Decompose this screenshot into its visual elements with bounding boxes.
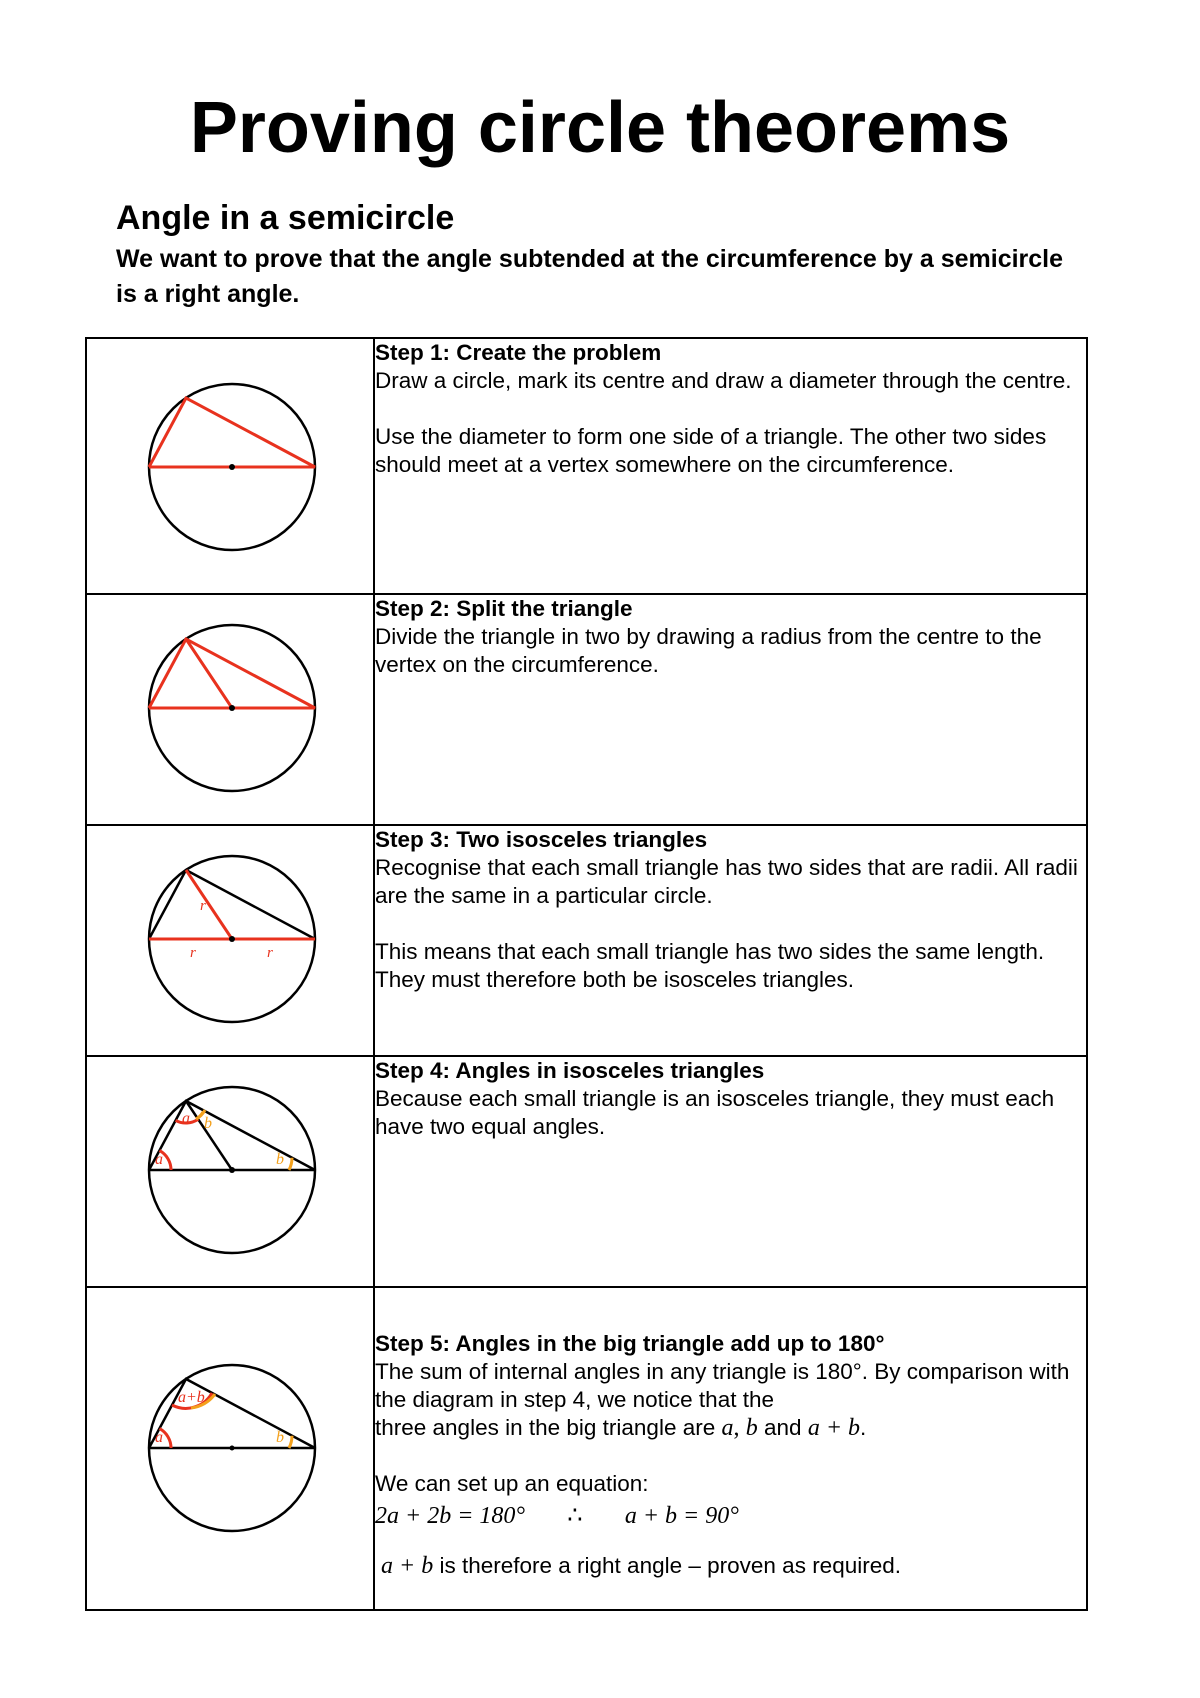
centre-dot	[229, 464, 235, 470]
triangle-side-left	[149, 870, 186, 939]
step-5-line-2	[375, 1414, 1086, 1442]
step-5-text-cell	[374, 1287, 1087, 1610]
var-b: b	[745, 1415, 758, 1441]
step-3-paragraph-2: This means that each small triangle has two sides the same length. They must therefore both be isosceles triangles.	[375, 939, 1045, 992]
angle-label-a-top: a	[182, 1110, 190, 1127]
conclusion-expr: a + b	[381, 1553, 434, 1579]
radius-label-left: r	[190, 945, 196, 961]
equation-right: a + b = 90°	[624, 1503, 739, 1529]
angle-label-a-bottom: a	[155, 1151, 163, 1168]
steps-table	[85, 337, 1088, 1611]
step-4-diagram	[87, 1057, 373, 1288]
step-4-title: Step 4: Angles in isosceles triangles	[375, 1058, 765, 1083]
step-row-2	[86, 594, 1087, 825]
step-3-paragraph-1: Recognise that each small triangle has two sides that are radii. All radii are the same in a particular circle.	[375, 855, 1078, 908]
step-5-line-1: The sum of internal angles in any triangle is 180°. By comparison with the diagram in step 4, we notice that the	[375, 1359, 1070, 1412]
page-title: Proving circle theorems	[189, 88, 1011, 168]
comma: ,	[733, 1415, 740, 1441]
radius-line	[186, 1101, 232, 1170]
step-3-diagram	[87, 826, 373, 1057]
step-4-paragraph-1: Because each small triangle is an isosceles triangle, they must each have two equal angles.	[375, 1086, 1055, 1139]
angle-label-b-top: b	[204, 1115, 212, 1132]
step-4-diagram-cell	[86, 1056, 374, 1287]
equation-left: 2a + 2b = 180°	[375, 1503, 525, 1529]
angle-arc-b	[289, 1436, 292, 1448]
therefore-symbol: ∴	[567, 1503, 583, 1529]
angle-label-apb: a+b	[178, 1389, 205, 1406]
step-4-text-cell	[374, 1056, 1087, 1287]
angle-label-b-right: b	[276, 1151, 284, 1168]
centre-dot	[229, 705, 235, 711]
centre-dot	[229, 1167, 235, 1173]
angle-arc-b-right	[289, 1158, 292, 1170]
angle-label-a: a	[155, 1429, 163, 1446]
step-5-diagram-cell	[86, 1287, 374, 1610]
step-1-diagram	[87, 339, 373, 595]
step-1-diagram-cell	[86, 338, 374, 594]
step-3-title: Step 3: Two isosceles triangles	[375, 827, 708, 852]
step-2-text-cell	[374, 594, 1087, 825]
radius-label-slant: r	[200, 898, 206, 914]
section-heading: Angle in a semicircle	[116, 199, 455, 237]
period: .	[860, 1415, 867, 1440]
conclusion-line	[375, 1552, 1086, 1580]
step-row-1	[86, 338, 1087, 594]
step-1-title: Step 1: Create the problem	[375, 340, 662, 365]
radius-line	[186, 639, 232, 708]
step-2-title: Step 2: Split the triangle	[375, 596, 633, 621]
step-1-paragraph-1: Draw a circle, mark its centre and draw a diameter through the centre.	[375, 368, 1072, 393]
var-a: a	[721, 1415, 734, 1441]
step-row-5	[86, 1287, 1087, 1610]
step-3-diagram-cell	[86, 825, 374, 1056]
and-word: and	[764, 1415, 802, 1440]
step-1-text-cell	[374, 338, 1087, 594]
step-row-4	[86, 1056, 1087, 1287]
centre-dot	[230, 1446, 235, 1451]
intro-text: We want to prove that the angle subtended at the circumference by a semicircle is a right angle.	[116, 245, 1064, 308]
step-5-eq-intro: We can set up an equation:	[375, 1471, 649, 1496]
step-2-diagram-cell	[86, 594, 374, 825]
sum-expr: a + b	[807, 1415, 861, 1441]
angle-label-b: b	[276, 1429, 284, 1446]
step-5-line-2-text: three angles in the big triangle are	[375, 1415, 716, 1440]
step-2-diagram	[87, 595, 373, 826]
radius-line	[186, 870, 232, 939]
step-1-paragraph-2: Use the diameter to form one side of a triangle. The other two sides should meet at a vertex somewhere on the circumference.	[375, 424, 1047, 477]
conclusion-text: is therefore a right angle – proven as required.	[439, 1553, 901, 1578]
equation-line	[375, 1502, 1086, 1530]
step-2-paragraph-1: Divide the triangle in two by drawing a radius from the centre to the vertex on the circumference.	[375, 624, 1042, 677]
step-3-text-cell	[374, 825, 1087, 1056]
step-5-diagram	[87, 1288, 373, 1611]
radius-label-right: r	[267, 945, 273, 961]
step-row-3	[86, 825, 1087, 1056]
centre-dot	[229, 936, 235, 942]
step-5-title: Step 5: Angles in the big triangle add up to 180°	[375, 1331, 885, 1356]
